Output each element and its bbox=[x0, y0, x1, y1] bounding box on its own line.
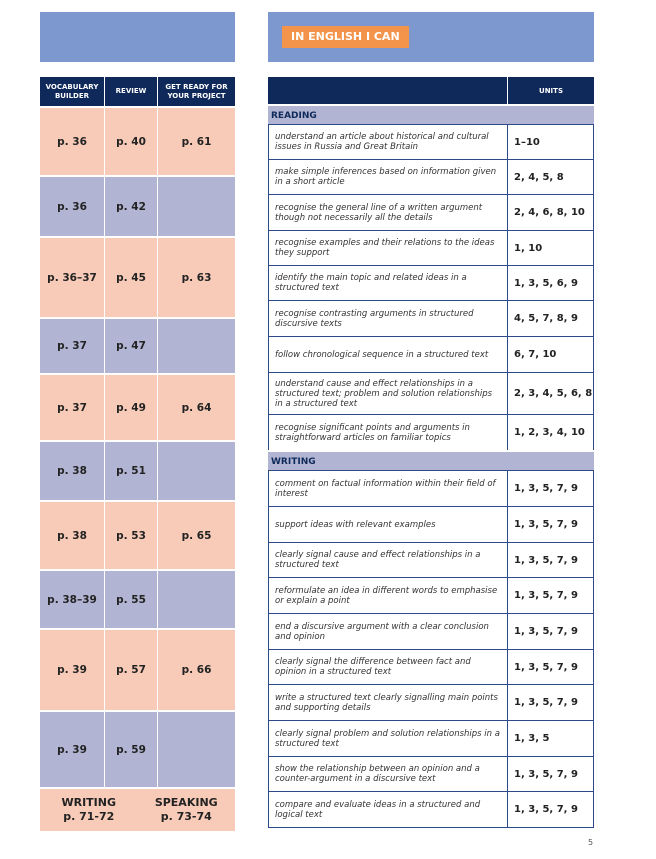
skill-units: 1, 3, 5, 7, 9 bbox=[508, 578, 594, 613]
skill-units: 1, 3, 5, 7, 9 bbox=[508, 792, 594, 827]
skill-description: clearly signal the difference between fact and opinion in a structured text bbox=[268, 650, 508, 684]
vocab-cell: p. 39 bbox=[40, 630, 105, 710]
review-cell: p. 53 bbox=[105, 502, 158, 569]
table-row bbox=[40, 236, 235, 317]
skill-units: 1–10 bbox=[508, 125, 594, 159]
table-row bbox=[268, 336, 594, 372]
skill-description: recognise significant points and arguments in straightforward articles on familiar topics bbox=[268, 415, 508, 450]
table-row bbox=[40, 373, 235, 440]
skill-units: 4, 5, 7, 8, 9 bbox=[508, 301, 594, 336]
header-units: UNITS bbox=[539, 86, 563, 95]
project-cell bbox=[158, 712, 235, 787]
vocab-cell: p. 37 bbox=[40, 375, 105, 440]
project-cell: p. 61 bbox=[181, 135, 212, 148]
skill-description: make simple inferences based on information given in a short article bbox=[268, 160, 508, 194]
project-cell bbox=[158, 571, 235, 628]
review-cell: p. 45 bbox=[105, 238, 158, 317]
table-row bbox=[268, 230, 594, 265]
project-cell: p. 66 bbox=[181, 664, 212, 676]
table-row bbox=[268, 159, 594, 194]
project-cell bbox=[158, 319, 235, 373]
can-do-table bbox=[268, 77, 594, 828]
skill-units: 2, 4, 6, 8, 10 bbox=[508, 195, 594, 230]
project-cell bbox=[158, 177, 235, 236]
project-cell bbox=[158, 442, 235, 500]
table-row bbox=[268, 300, 594, 336]
skill-description: end a discursive argument with a clear conclusion and opinion bbox=[268, 614, 508, 649]
table-row bbox=[268, 756, 594, 791]
table-row bbox=[268, 470, 594, 506]
speaking-label: SPEAKING bbox=[154, 796, 218, 809]
skill-units: 2, 3, 4, 5, 6, 8 bbox=[508, 373, 594, 414]
skills-footer bbox=[40, 787, 235, 831]
page-reference-table bbox=[40, 77, 235, 831]
review-cell: p. 57 bbox=[105, 630, 158, 710]
skill-description: recognise contrasting arguments in structured discursive texts bbox=[268, 301, 508, 336]
skill-description: recognise the general line of a written argument though not necessarily all the details bbox=[268, 195, 508, 230]
table-row bbox=[40, 106, 235, 175]
vocab-cell: p. 38 bbox=[40, 442, 105, 500]
table-row bbox=[40, 317, 235, 373]
skill-units: 1, 3, 5 bbox=[508, 721, 594, 756]
table-row bbox=[268, 720, 594, 756]
table-row bbox=[268, 372, 594, 414]
project-cell: p. 65 bbox=[181, 529, 212, 542]
can-do-header bbox=[268, 77, 594, 104]
page-reference-header bbox=[40, 77, 235, 106]
section-writing: WRITING bbox=[268, 450, 594, 470]
vocab-cell: p. 36 bbox=[40, 108, 105, 175]
table-row bbox=[268, 414, 594, 450]
speaking-pages: p. 73-74 bbox=[160, 810, 212, 823]
project-cell: p. 64 bbox=[181, 401, 212, 414]
skill-description: identify the main topic and related ideas in a structured text bbox=[268, 266, 508, 300]
vocab-cell: p. 36–37 bbox=[40, 238, 105, 317]
skill-description: reformulate an idea in different words to emphasise or explain a point bbox=[268, 578, 508, 613]
writing-reference bbox=[40, 789, 138, 831]
page-title: IN ENGLISH I CAN bbox=[282, 26, 409, 48]
vocab-cell: p. 37 bbox=[40, 319, 105, 373]
table-row bbox=[268, 684, 594, 720]
table-row bbox=[268, 613, 594, 649]
skill-units: 1, 3, 5, 7, 9 bbox=[508, 471, 594, 506]
vocab-cell: p. 36 bbox=[40, 177, 105, 236]
skill-description: support ideas with relevant examples bbox=[268, 507, 508, 542]
header-review: REVIEW bbox=[105, 77, 158, 106]
speaking-reference bbox=[138, 789, 236, 831]
skill-description: compare and evaluate ideas in a structured and logical text bbox=[268, 792, 508, 827]
skill-description: write a structured text clearly signalling main points and supporting details bbox=[268, 685, 508, 720]
skill-description: understand an article about historical and cultural issues in Russia and Great Britain bbox=[268, 125, 508, 159]
review-cell: p. 47 bbox=[105, 319, 158, 373]
skill-description: clearly signal cause and effect relationships in a structured text bbox=[268, 543, 508, 577]
table-row bbox=[268, 791, 594, 828]
table-row bbox=[268, 542, 594, 577]
page-number: 5 bbox=[588, 838, 594, 847]
skill-units: 1, 10 bbox=[508, 231, 594, 265]
review-cell: p. 59 bbox=[105, 712, 158, 787]
table-row bbox=[268, 649, 594, 684]
skill-units: 6, 7, 10 bbox=[508, 337, 594, 372]
skill-description: recognise examples and their relations to the ideas they support bbox=[268, 231, 508, 265]
vocab-cell: p. 38 bbox=[40, 502, 105, 569]
review-cell: p. 40 bbox=[105, 108, 158, 175]
review-cell: p. 51 bbox=[105, 442, 158, 500]
table-row bbox=[40, 569, 235, 628]
skill-units: 2, 4, 5, 8 bbox=[508, 160, 594, 194]
header-blank bbox=[268, 77, 508, 104]
table-row bbox=[268, 577, 594, 613]
skill-units: 1, 3, 5, 7, 9 bbox=[508, 543, 594, 577]
skill-units: 1, 3, 5, 7, 9 bbox=[508, 614, 594, 649]
table-row bbox=[40, 440, 235, 500]
skill-units: 1, 3, 5, 7, 9 bbox=[508, 650, 594, 684]
writing-label: WRITING bbox=[61, 796, 117, 809]
section-reading: READING bbox=[268, 104, 594, 124]
vocab-cell: p. 39 bbox=[40, 712, 105, 787]
project-cell: p. 63 bbox=[181, 271, 212, 284]
left-header-band bbox=[40, 12, 235, 62]
skill-units: 1, 3, 5, 7, 9 bbox=[508, 507, 594, 542]
skill-description: follow chronological sequence in a structured text bbox=[268, 337, 508, 372]
table-row bbox=[40, 628, 235, 710]
skill-description: clearly signal problem and solution relationships in a structured text bbox=[268, 721, 508, 756]
skill-units: 1, 3, 5, 7, 9 bbox=[508, 757, 594, 791]
skill-units: 1, 3, 5, 6, 9 bbox=[508, 266, 594, 300]
skill-description: comment on factual information within their field of interest bbox=[268, 471, 508, 506]
skill-description: understand cause and effect relationships in a structured text; problem and solution relationships in a structured text bbox=[268, 373, 508, 414]
review-cell: p. 49 bbox=[105, 375, 158, 440]
table-row bbox=[40, 500, 235, 569]
skill-description: show the relationship between an opinion and a counter-argument in a discursive text bbox=[268, 757, 508, 791]
table-row bbox=[268, 124, 594, 159]
vocab-cell: p. 38–39 bbox=[40, 571, 105, 628]
table-row bbox=[40, 710, 235, 787]
writing-pages: p. 71-72 bbox=[63, 810, 115, 823]
review-cell: p. 55 bbox=[105, 571, 158, 628]
skill-units: 1, 2, 3, 4, 10 bbox=[508, 415, 594, 450]
header-vocabulary-builder: VOCABULARY BUILDER bbox=[40, 77, 105, 106]
header-get-ready: GET READY FOR YOUR PROJECT bbox=[165, 82, 228, 100]
table-row bbox=[268, 506, 594, 542]
table-row bbox=[268, 194, 594, 230]
table-row bbox=[40, 175, 235, 236]
skill-units: 1, 3, 5, 7, 9 bbox=[508, 685, 594, 720]
review-cell: p. 42 bbox=[105, 177, 158, 236]
table-row bbox=[268, 265, 594, 300]
